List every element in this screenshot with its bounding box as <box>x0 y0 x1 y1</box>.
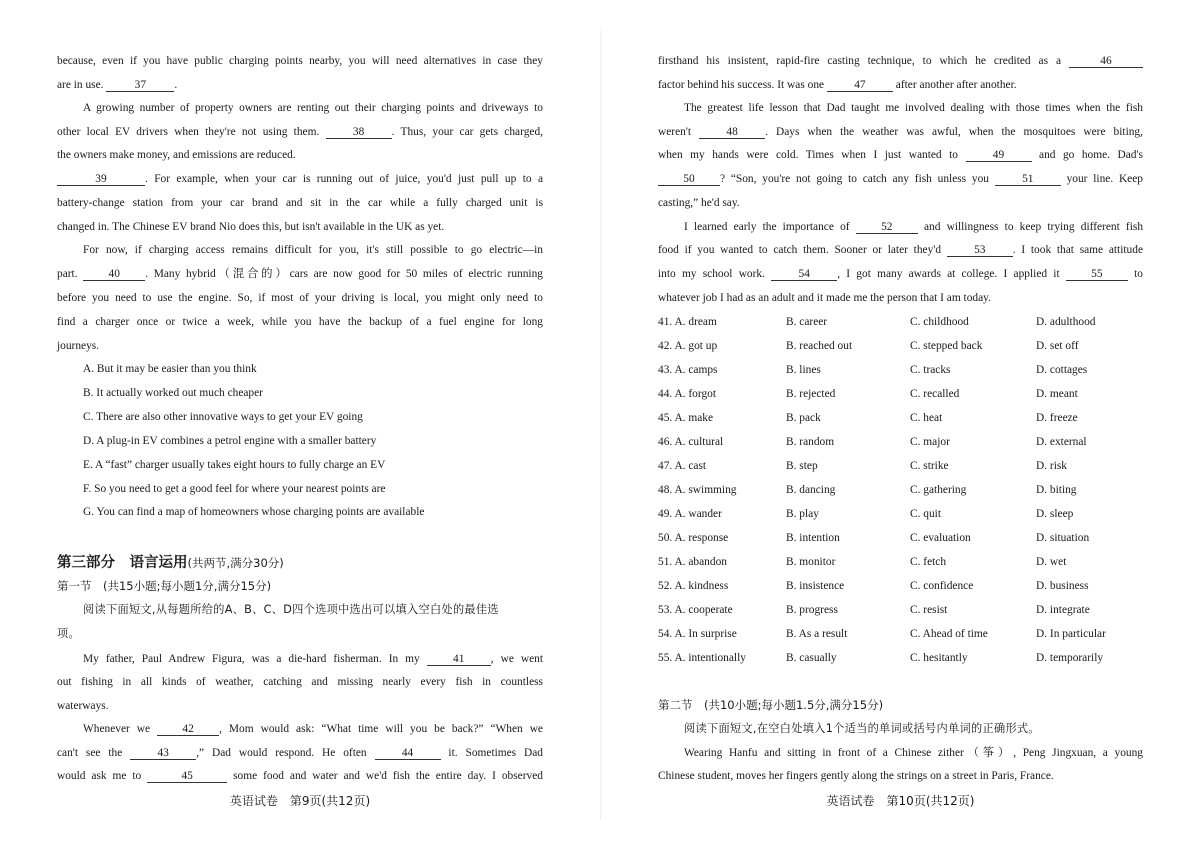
text-line: changed in. The Chinese EV brand Nio does this, but isn't available in the UK as yet. <box>57 221 445 233</box>
option-c[interactable]: C. confidence <box>910 580 974 592</box>
text-line <box>658 54 1143 68</box>
option-row-44 <box>658 387 1143 401</box>
option-row-55 <box>658 651 1143 665</box>
text-fragment: would ask me to <box>57 770 142 782</box>
text-line <box>658 125 1143 139</box>
option-d[interactable]: D. set off <box>1036 340 1079 352</box>
text-fragment: food if you wanted to catch them. Sooner or later they'd <box>658 244 942 256</box>
answer-blank-52[interactable]: 52 <box>856 221 918 234</box>
part3-heading <box>57 555 543 573</box>
text-fragment: , we went <box>490 653 543 665</box>
option-c[interactable]: C. childhood <box>910 316 969 328</box>
option-row-45 <box>658 411 1143 425</box>
answer-blank-55[interactable]: 55 <box>1066 268 1128 281</box>
option-c[interactable]: C. tracks <box>910 364 951 376</box>
option-d[interactable]: D. external <box>1036 436 1087 448</box>
text-fragment: and willingness to keep trying different fish <box>923 221 1143 233</box>
text-line <box>658 243 1143 257</box>
text-line: whatever job I had as an adult and it made me the person that I am today. <box>658 292 991 304</box>
option-b[interactable]: B. progress <box>786 604 838 616</box>
option-row-54 <box>658 627 1143 641</box>
text-line <box>658 267 1143 281</box>
option-d[interactable]: D. cottages <box>1036 364 1088 376</box>
section1-heading: 第一节 (共15小题;每小题1分,满分15分) <box>57 579 272 593</box>
text-fragment: factor behind his success. It was one <box>658 79 825 91</box>
text-line: battery-change station from your car brand and sit in the car while a fully charged unit is <box>57 197 543 209</box>
text-fragment: My father, Paul Andrew Figura, was a die-hard fisherman. In my <box>83 653 420 665</box>
option-d[interactable]: D. business <box>1036 580 1089 592</box>
option-row-43 <box>658 363 1143 377</box>
option-row-51 <box>658 555 1143 569</box>
text-fragment: and go home. Dad's <box>1039 149 1143 161</box>
option-c[interactable]: C. Ahead of time <box>910 628 988 640</box>
section2-instruction: 阅读下面短文,在空白处填入1个适当的单词或括号内单词的正确形式。 <box>684 722 1040 735</box>
option-c[interactable]: C. evaluation <box>910 532 971 544</box>
answer-blank-45[interactable]: 45 <box>147 770 227 783</box>
option-d[interactable]: D. temporarily <box>1036 652 1104 664</box>
text-fragment: I learned early the importance of <box>684 221 850 233</box>
part3-subtitle: (共两节,满分30分) <box>187 556 284 570</box>
text-fragment: . Days when the weather was awful, when the mosquitoes were biting, <box>765 126 1143 138</box>
page-footer: 英语试卷 第10页(共12页) <box>826 794 975 808</box>
option-b[interactable]: B. casually <box>786 652 837 664</box>
choice-b: B. It actually worked out much cheaper <box>83 387 263 399</box>
exam-page-9 <box>57 0 543 849</box>
text-line: Chinese student, moves her fingers gently along the strings on a street in Paris, France. <box>658 770 1054 782</box>
option-row-49 <box>658 507 1143 521</box>
option-a[interactable]: 51. A. abandon <box>658 556 727 568</box>
option-b[interactable]: B. career <box>786 316 828 328</box>
option-d[interactable]: D. adulthood <box>1036 316 1096 328</box>
option-d[interactable]: D. In particular <box>1036 628 1106 640</box>
option-c[interactable]: C. recalled <box>910 388 960 400</box>
text-line <box>658 148 1143 162</box>
option-b[interactable]: B. reached out <box>786 340 853 352</box>
option-c[interactable]: C. major <box>910 436 950 448</box>
answer-blank-51[interactable]: 51 <box>995 173 1061 186</box>
text-fragment: ,” Dad would respond. He often <box>196 747 367 759</box>
text-line <box>57 267 543 281</box>
choice-c: C. There are also other innovative ways to get your EV going <box>83 411 363 423</box>
option-b[interactable]: B. monitor <box>786 556 836 568</box>
option-d[interactable]: D. freeze <box>1036 412 1078 424</box>
option-row-52 <box>658 579 1143 593</box>
text-fragment: to <box>1134 268 1143 280</box>
option-c[interactable]: C. gathering <box>910 484 967 496</box>
option-a[interactable]: 48. A. swimming <box>658 484 737 496</box>
text-line: A growing number of property owners are renting out their charging points and driveways to <box>83 102 543 114</box>
option-c[interactable]: C. resist <box>910 604 948 616</box>
text-line <box>57 172 543 186</box>
option-d[interactable]: D. risk <box>1036 460 1068 472</box>
text-fragment: your line. Keep <box>1066 173 1143 185</box>
text-line: because, even if you have public charging points nearby, you will need alternatives in case they <box>57 55 543 67</box>
text-line <box>658 220 1143 234</box>
option-d[interactable]: D. meant <box>1036 388 1078 400</box>
answer-blank-43[interactable]: 43 <box>130 747 196 760</box>
answer-blank-37[interactable]: 37 <box>106 79 174 92</box>
text-line <box>57 78 543 92</box>
text-fragment: , I got many awards at college. I applied it <box>837 268 1060 280</box>
text-fragment: . Thus, your car gets charged, <box>391 126 543 138</box>
option-b[interactable]: B. As a result <box>786 628 848 640</box>
option-a[interactable]: 54. A. In surprise <box>658 628 737 640</box>
option-a[interactable]: 46. A. cultural <box>658 436 724 448</box>
text-fragment: after another after another. <box>895 79 1017 91</box>
section2-heading: 第二节 (共10小题;每小题1.5分,满分15分) <box>658 698 884 712</box>
option-d[interactable]: D. wet <box>1036 556 1067 568</box>
exam-page-10 <box>658 0 1143 849</box>
answer-blank-50[interactable]: 50 <box>658 173 720 186</box>
option-c[interactable]: C. quit <box>910 508 942 520</box>
option-d[interactable]: D. situation <box>1036 532 1090 544</box>
answer-blank-53[interactable]: 53 <box>947 244 1013 257</box>
option-a[interactable]: 53. A. cooperate <box>658 604 733 616</box>
option-row-50 <box>658 531 1143 545</box>
option-d[interactable]: D. sleep <box>1036 508 1074 520</box>
choice-g: G. You can find a map of homeowners whose charging points are available <box>83 506 425 518</box>
answer-blank-54[interactable]: 54 <box>771 268 837 281</box>
answer-blank-40[interactable]: 40 <box>83 268 145 281</box>
text-line <box>57 125 543 139</box>
option-b[interactable]: B. pack <box>786 412 821 424</box>
text-fragment: other local EV drivers when they're not using them. <box>57 126 320 138</box>
text-fragment: weren't <box>658 126 692 138</box>
text-line <box>57 769 543 783</box>
text-fragment: when my hands were cold. Times when I just wanted to <box>658 149 958 161</box>
option-c[interactable]: C. heat <box>910 412 943 424</box>
option-a[interactable]: 47. A. cast <box>658 460 707 472</box>
page-divider <box>600 30 601 819</box>
option-row-47 <box>658 459 1143 473</box>
option-a[interactable]: 50. A. response <box>658 532 729 544</box>
text-line: journeys. <box>57 340 100 352</box>
answer-blank-47[interactable]: 47 <box>827 79 893 92</box>
option-d[interactable]: D. biting <box>1036 484 1077 496</box>
text-fragment: are in use. <box>57 79 104 91</box>
option-b[interactable]: B. intention <box>786 532 840 544</box>
answer-blank-46[interactable]: 46 <box>1069 55 1143 68</box>
section1-instruction: 项。 <box>57 627 80 640</box>
option-a[interactable]: 41. A. dream <box>658 316 717 328</box>
answer-blank-49[interactable]: 49 <box>966 149 1032 162</box>
text-fragment: can't see the <box>57 747 123 759</box>
text-line <box>57 652 543 666</box>
option-b[interactable]: B. random <box>786 436 835 448</box>
part3-title: 第三部分 语言运用 <box>57 555 188 571</box>
option-row-42 <box>658 339 1143 353</box>
choice-e: E. A “fast” charger usually takes eight hours to fully charge an EV <box>83 459 386 471</box>
section1-instruction: 阅读下面短文,从每题所给的A、B、C、D四个选项中选出可以填入空白处的最佳选 <box>83 603 499 616</box>
option-a[interactable]: 49. A. wander <box>658 508 722 520</box>
text-line: The greatest life lesson that Dad taught me involved dealing with those times when the fish <box>684 102 1143 114</box>
text-fragment: . Many hybrid（混合的）cars are now good for 50 miles of electric running <box>145 268 543 280</box>
text-line: out fishing in all kinds of weather, catching and missing nearly every fish in countless <box>57 676 543 688</box>
text-line: casting,” he'd say. <box>658 197 740 209</box>
option-b[interactable]: B. lines <box>786 364 821 376</box>
text-fragment: ? “Son, you're not going to catch any fish unless you <box>720 173 989 185</box>
option-c[interactable]: C. stepped back <box>910 340 983 352</box>
text-line: before you need to use the engine. So, if most of your driving is local, you might only need to <box>57 292 543 304</box>
option-b[interactable]: B. insistence <box>786 580 845 592</box>
option-b[interactable]: B. play <box>786 508 819 520</box>
answer-blank-42[interactable]: 42 <box>157 723 219 736</box>
text-fragment: . For example, when your car is running out of juice, you'd just pull up to a <box>145 173 543 185</box>
option-a[interactable]: 42. A. got up <box>658 340 718 352</box>
option-row-48 <box>658 483 1143 497</box>
option-c[interactable]: C. hesitantly <box>910 652 968 664</box>
option-row-41 <box>658 315 1143 329</box>
answer-blank-39[interactable]: 39 <box>57 173 145 186</box>
option-c[interactable]: C. strike <box>910 460 949 472</box>
text-fragment: , Mom would ask: “What time will you be back?” “When we <box>219 723 543 735</box>
text-fragment: . <box>174 79 178 91</box>
text-fragment: Whenever we <box>83 723 151 735</box>
text-line <box>658 172 1143 186</box>
text-fragment: firsthand his insistent, rapid-fire casting technique, to which he credited as a <box>658 55 1062 67</box>
option-c[interactable]: C. fetch <box>910 556 947 568</box>
text-line <box>658 78 1143 92</box>
option-a[interactable]: 44. A. forgot <box>658 388 717 400</box>
option-a[interactable]: 43. A. camps <box>658 364 718 376</box>
text-fragment: into my school work. <box>658 268 765 280</box>
option-row-53 <box>658 603 1143 617</box>
choice-a: A. But it may be easier than you think <box>83 363 257 375</box>
text-fragment: it. Sometimes Dad <box>448 747 543 759</box>
answer-blank-41[interactable]: 41 <box>427 653 491 666</box>
option-b[interactable]: B. rejected <box>786 388 836 400</box>
text-line <box>57 722 543 736</box>
text-line <box>57 746 543 760</box>
answer-blank-44[interactable]: 44 <box>375 747 441 760</box>
option-a[interactable]: 45. A. make <box>658 412 714 424</box>
choice-f: F. So you need to get a good feel for where your nearest points are <box>83 483 386 495</box>
answer-blank-38[interactable]: 38 <box>326 126 392 139</box>
page-footer: 英语试卷 第9页(共12页) <box>229 794 371 808</box>
answer-blank-48[interactable]: 48 <box>699 126 765 139</box>
option-a[interactable]: 55. A. intentionally <box>658 652 746 664</box>
text-line: For now, if charging access remains difficult for you, it's still possible to go electric—in <box>83 244 543 256</box>
option-row-46 <box>658 435 1143 449</box>
option-b[interactable]: B. dancing <box>786 484 836 496</box>
choice-d: D. A plug-in EV combines a petrol engine with a smaller battery <box>83 435 377 447</box>
option-a[interactable]: 52. A. kindness <box>658 580 729 592</box>
text-fragment: . I took that same attitude <box>1012 244 1143 256</box>
text-line: waterways. <box>57 700 109 712</box>
text-line: Wearing Hanfu and sitting in front of a Chinese zither（筝）, Peng Jingxuan, a young <box>684 747 1143 759</box>
text-line: find a charger once or twice a week, while you have the backup of a fuel engine for long <box>57 316 543 328</box>
option-d[interactable]: D. integrate <box>1036 604 1090 616</box>
option-b[interactable]: B. step <box>786 460 818 472</box>
text-fragment: part. <box>57 268 78 280</box>
text-fragment: some food and water and we'd fish the entire day. I observed <box>233 770 543 782</box>
text-line: the owners make money, and emissions are reduced. <box>57 149 296 161</box>
